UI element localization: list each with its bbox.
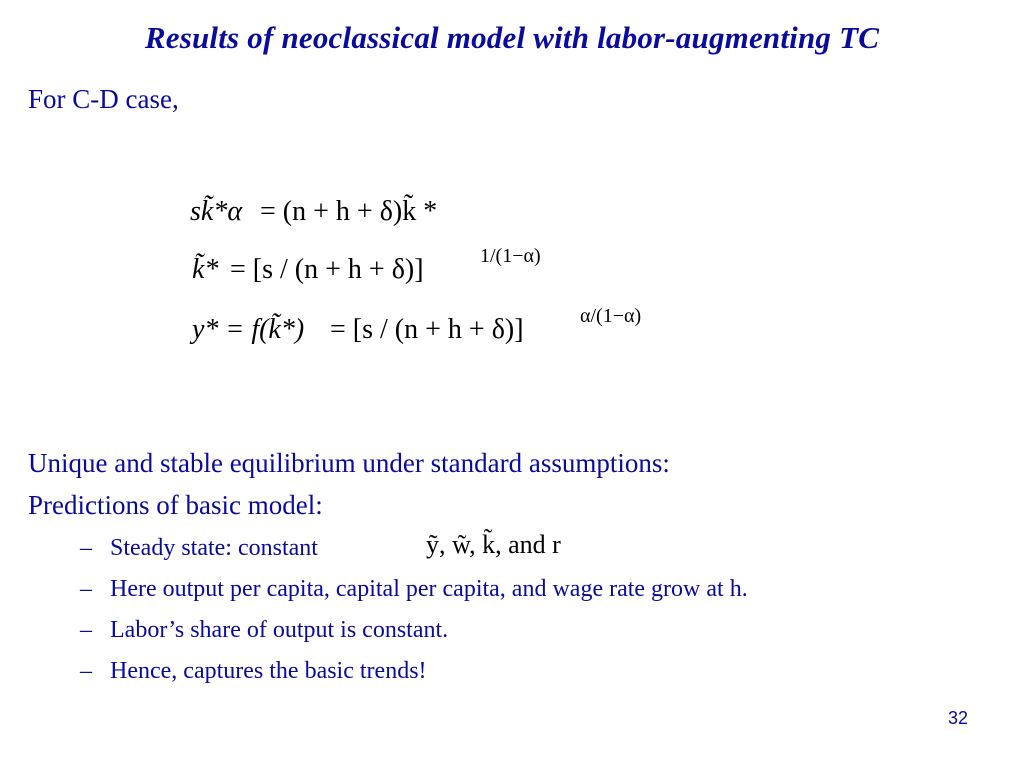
eq2-exponent: 1/(1−α) [480, 245, 541, 267]
eq3-exponent: α/(1−α) [580, 305, 642, 327]
eq3-rhs: = [s / (n + h + δ)] [330, 314, 524, 345]
bullet-dash: – [80, 617, 92, 643]
eq1-lhs: sk̃*α [190, 196, 243, 227]
equation-3 [189, 305, 641, 345]
equilibrium-line: Unique and stable equilibrium under standard assumptions: [28, 448, 670, 478]
equation-2 [192, 245, 541, 285]
eq3-lhs: y* = f(k̃*) [192, 314, 305, 345]
bullet-dash: – [80, 576, 92, 602]
bullet-steady-state: Steady state: constant [110, 535, 318, 561]
slide-title: Results of neoclassical model with labor-augmenting TC [144, 20, 880, 55]
intro-text: For C-D case, [28, 84, 179, 114]
bullet-growth: Here output per capita, capital per capita, and wage rate grow at h. [110, 576, 748, 602]
eq1-rhs: = (n + h + δ)k̃ * [260, 196, 438, 227]
equation-1 [190, 194, 437, 227]
eq2-lhs: k̃* [192, 254, 219, 285]
bullet-trends: Hence, captures the basic trends! [110, 658, 427, 684]
bullet-dash: – [80, 658, 92, 684]
eq2-rhs: = [s / (n + h + δ)] [230, 254, 424, 285]
bullet-labor-share: Labor’s share of output is constant. [110, 617, 449, 643]
page-number: 32 [947, 708, 968, 728]
predictions-line: Predictions of basic model: [28, 490, 323, 520]
steady-state-math: ỹ, w̃, k̃, and r [426, 530, 561, 559]
bullet-dash: – [80, 535, 92, 561]
equation-block [180, 178, 740, 368]
